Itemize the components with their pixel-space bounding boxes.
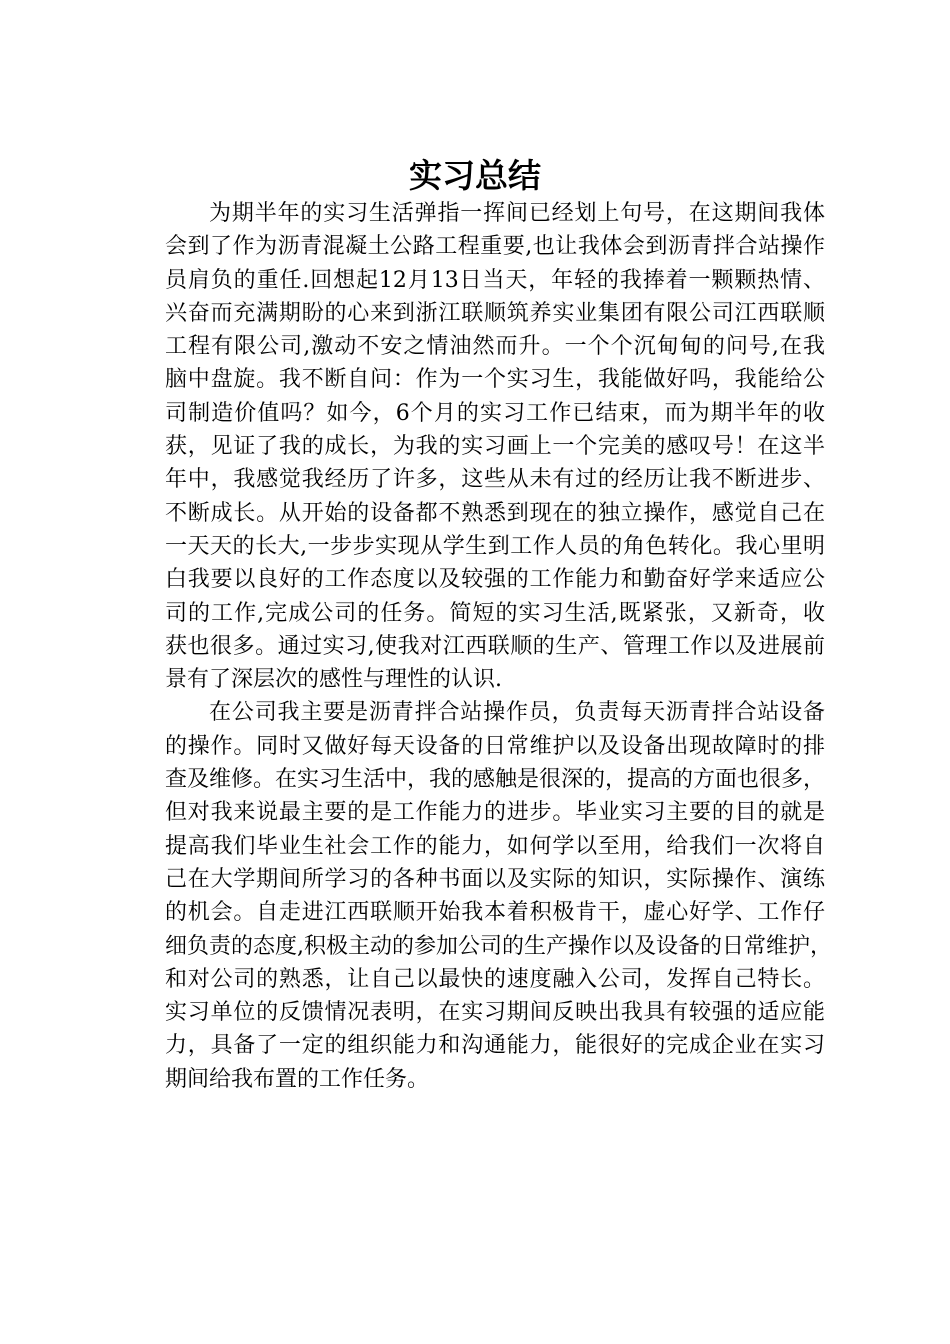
text-line: 力，具备了一定的组织能力和沟通能力，能很好的完成企业在实习 <box>165 1033 825 1059</box>
text-line: 细负责的态度,积极主动的参加公司的生产操作以及设备的日常维护， <box>165 933 832 959</box>
text-line: 景有了深层次的感性与理性的认识. <box>165 667 502 693</box>
text-line: 司的工作,完成公司的任务。简短的实习生活,既紧张，又新奇，收 <box>165 600 825 626</box>
text-line: 的机会。自走进江西联顺开始我本着积极肯干，虚心好学、工作仔 <box>165 900 825 926</box>
text-line: 在公司我主要是沥青拌合站操作员，负责每天沥青拌合站设备 <box>209 700 825 726</box>
text-line: 不断成长。从开始的设备都不熟悉到现在的独立操作，感觉自己在 <box>165 500 825 526</box>
text-line: 己在大学期间所学习的各种书面以及实际的知识，实际操作、演练 <box>165 866 825 892</box>
text-line: 提高我们毕业生社会工作的能力，如何学以至用，给我们一次将自 <box>165 833 825 859</box>
text-line: 获也很多。通过实习,使我对江西联顺的生产、管理工作以及进展前 <box>165 633 825 659</box>
text-line: 实习单位的反馈情况表明，在实习期间反映出我具有较强的适应能 <box>165 1000 825 1026</box>
text-line: 期间给我布置的工作任务。 <box>165 1066 430 1092</box>
text-line: 工程有限公司,激动不安之情油然而升。一个个沉甸甸的问号,在我 <box>165 334 825 360</box>
text-line: 兴奋而充满期盼的心来到浙江联顺筑养实业集团有限公司江西联顺 <box>165 300 825 326</box>
text-line: 但对我来说最主要的是工作能力的进步。毕业实习主要的目的就是 <box>165 800 825 826</box>
text-line: 白我要以良好的工作态度以及较强的工作能力和勤奋好学来适应公 <box>165 567 825 593</box>
text-line: 员肩负的重任.回想起12月13日当天，年轻的我捧着一颗颗热情、 <box>165 267 825 293</box>
text-line: 年中，我感觉我经历了许多，这些从未有过的经历让我不断进步、 <box>165 467 825 493</box>
text-line: 一天天的长大,一步步实现从学生到工作人员的角色转化。我心里明 <box>165 533 825 559</box>
document-body <box>165 197 832 1096</box>
text-line: 的操作。同时又做好每天设备的日常维护以及设备出现故障时的排 <box>165 733 825 759</box>
text-line: 脑中盘旋。我不断自问：作为一个实习生，我能做好吗，我能给公 <box>165 367 825 393</box>
text-line: 司制造价值吗？如今，6个月的实习工作已结束，而为期半年的收 <box>165 400 825 426</box>
document-title: 实习总结 <box>409 156 541 195</box>
text-line: 查及维修。在实习生活中，我的感触是很深的，提高的方面也很多， <box>165 767 826 793</box>
text-line: 会到了作为沥青混凝土公路工程重要,也让我体会到沥青拌合站操作 <box>165 234 825 260</box>
text-line: 为期半年的实习生活弹指一挥间已经划上句号，在这期间我体 <box>209 201 825 226</box>
text-line: 获，见证了我的成长，为我的实习画上一个完美的感叹号！在这半 <box>165 434 825 460</box>
text-line: 和对公司的熟悉，让自己以最快的速度融入公司，发挥自己特长。 <box>165 966 825 992</box>
